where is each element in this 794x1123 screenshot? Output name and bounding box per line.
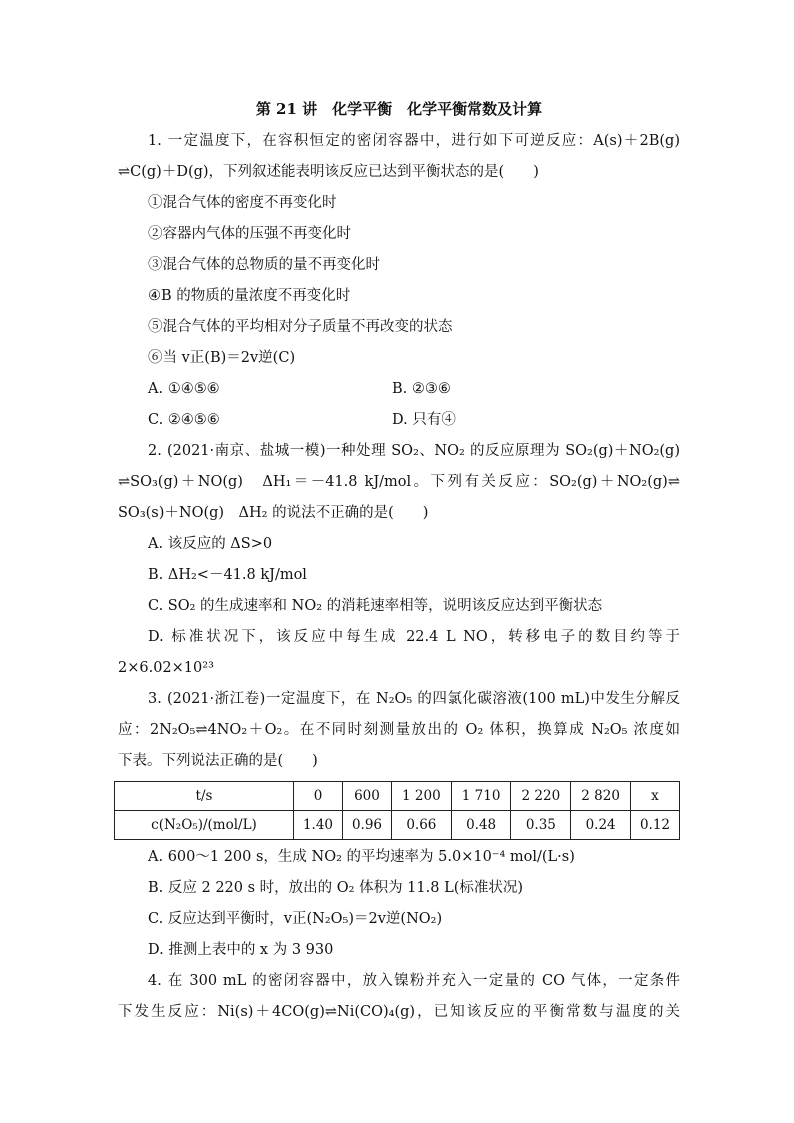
q1-options-row-2: [118, 405, 680, 436]
table-cell: 0.12: [630, 811, 679, 840]
q3-stem-line-3: 下表。下列说法正确的是( ): [118, 753, 318, 769]
table-header-time: t/s: [115, 782, 294, 811]
q1-item-6: ⑥当 v正(B)＝2v逆(C): [148, 350, 296, 366]
q3-stem-line-2: 应：2N₂O₅⇌4NO₂＋O₂。在不同时刻测量放出的 O₂ 体积，换算成 N₂O₅ 浓度如: [118, 722, 680, 738]
q1-options-row-1: [118, 374, 680, 405]
q1-item-1: ①混合气体的密度不再变化时: [148, 195, 337, 211]
table-header-concentration: c(N₂O₅)/(mol/L): [115, 811, 294, 840]
q1-item-4: ④B 的物质的量浓度不再变化时: [148, 288, 351, 304]
q1-item-3: ③混合气体的总物质的量不再变化时: [148, 257, 380, 273]
table-row: [115, 811, 680, 840]
q2-option-d: D. 标准状况下，该反应中每生成 22.4 L NO，转移电子的数目约等于: [148, 629, 680, 645]
q3-option-a: A. 600～1 200 s，生成 NO₂ 的平均速率为 5.0×10⁻⁴ mol/(L·s): [148, 849, 575, 865]
q2-stem-line-3: SO₃(s)＋NO(g) ΔH₂ 的说法不正确的是( ): [118, 505, 429, 521]
table-cell: 600: [342, 782, 391, 811]
q4-stem-line-2: 下发生反应：Ni(s)＋4CO(g)⇌Ni(CO)₄(g)，已知该反应的平衡常数与温度的关: [118, 1004, 680, 1020]
q3-option-b: B. 反应 2 220 s 时，放出的 O₂ 体积为 11.8 L(标准状况): [148, 880, 524, 896]
q1-option-a: A. ①④⑤⑥: [148, 381, 220, 397]
q4-stem-line-1: 4. 在 300 mL 的密闭容器中，放入镍粉并充入一定量的 CO 气体，一定条件: [148, 973, 680, 989]
page-title: 第 21 讲 化学平衡 化学平衡常数及计算: [255, 100, 543, 118]
table-cell: 0.24: [571, 811, 631, 840]
table-row: [115, 782, 680, 811]
q2-option-d-cont: 2×6.02×10²³: [118, 660, 214, 676]
table-cell: 0.35: [511, 811, 571, 840]
q3-option-d: D. 推测上表中的 x 为 3 930: [148, 942, 334, 958]
table-cell: 2 820: [571, 782, 631, 811]
q1-stem-line-1: 1. 一定温度下，在容积恒定的密闭容器中，进行如下可逆反应：A(s)＋2B(g): [148, 133, 680, 149]
q1-option-c: C. ②④⑤⑥: [148, 412, 220, 428]
q3-data-table: [114, 781, 680, 840]
q1-option-b: B. ②③⑥: [392, 381, 451, 397]
table-cell: x: [630, 782, 679, 811]
table-cell: 0.48: [451, 811, 511, 840]
q2-stem-line-1: 2. (2021·南京、盐城一模)一种处理 SO₂、NO₂ 的反应原理为 SO₂(g)＋NO₂(g): [148, 443, 680, 459]
q3-stem-line-1: 3. (2021·浙江卷)一定温度下，在 N₂O₅ 的四氯化碳溶液(100 mL)中发生分解反: [148, 691, 680, 707]
table-cell: 1 200: [391, 782, 451, 811]
document-page: [118, 94, 680, 1028]
table-cell: 0.66: [391, 811, 451, 840]
q1-item-2: ②容器内气体的压强不再变化时: [148, 226, 351, 242]
q3-option-c: C. 反应达到平衡时，v正(N₂O₅)＝2v逆(NO₂): [148, 911, 443, 927]
table-cell: 0.96: [342, 811, 391, 840]
table-cell: 1 710: [451, 782, 511, 811]
q2-option-c: C. SO₂ 的生成速率和 NO₂ 的消耗速率相等，说明该反应达到平衡状态: [148, 598, 603, 614]
table-cell: 2 220: [511, 782, 571, 811]
table-cell: 0: [294, 782, 343, 811]
table-cell: 1.40: [294, 811, 343, 840]
q2-option-a: A. 该反应的 ΔS>0: [148, 536, 273, 552]
q2-stem-line-2: ⇌SO₃(g)＋NO(g) ΔH₁＝－41.8 kJ/mol。下列有关反应：SO₂(g)＋NO₂(g)⇌: [118, 474, 680, 490]
q2-option-b: B. ΔH₂<－41.8 kJ/mol: [148, 567, 307, 583]
q1-stem-line-2: ⇌C(g)＋D(g)，下列叙述能表明该反应已达到平衡状态的是( ): [118, 164, 539, 180]
q1-option-d: D. 只有④: [392, 412, 456, 428]
q1-item-5: ⑤混合气体的平均相对分子质量不再改变的状态: [148, 319, 453, 335]
